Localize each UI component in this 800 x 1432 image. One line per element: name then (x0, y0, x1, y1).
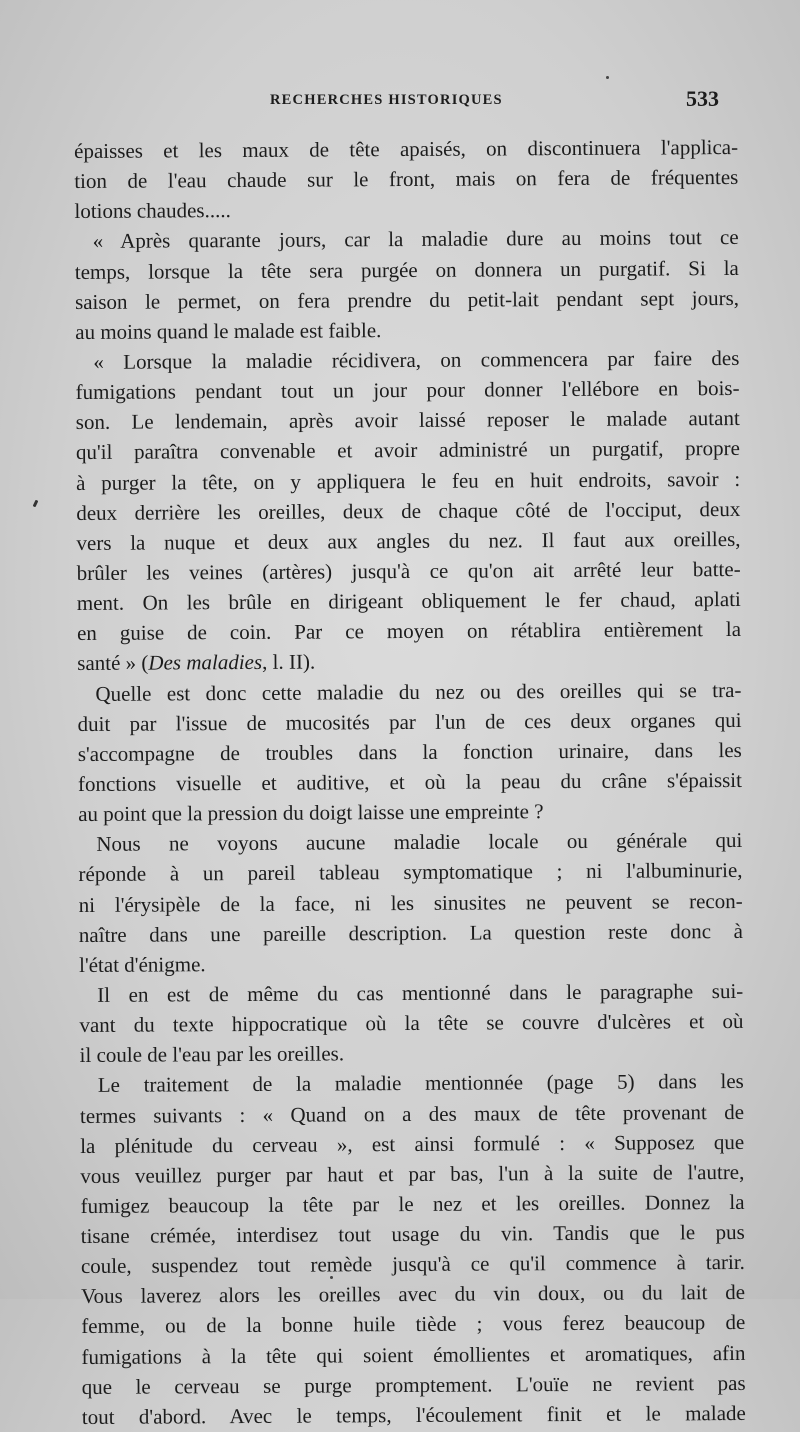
text-line: Nous ne voyons aucune maladie locale ou générale qui (96, 828, 743, 857)
text-line: il coule de l'eau par les oreilles. (79, 1041, 345, 1068)
text-line: naître dans une pareille description. La question reste donc à (78, 918, 743, 947)
text-line: fumigations à la tête qui soient émollientes et aromatiques, afin (81, 1340, 746, 1369)
text-line: lotions chaudes..... (74, 198, 231, 224)
text-line: vant du texte hippocratique où la tête se couvre d'ulcères et où (79, 1009, 744, 1038)
running-head: RECHERCHES HISTORIQUES (270, 92, 503, 108)
text-line: tout d'abord. Avec le temps, l'écoulement finit et le malade (81, 1400, 746, 1429)
text-line: Il en est de même du cas mentionné dans le paragraphe sui- (97, 978, 744, 1007)
text-line: fumigez beaucoup la tête par le nez et les oreilles. Donnez la (80, 1189, 745, 1218)
citation-title: Des maladies (148, 650, 263, 675)
text-line: saison le permet, on fera prendre du petit-lait pendant sept jours, (74, 285, 740, 314)
text-line: tion de l'eau chaude sur le front, mais on fera de fréquentes (74, 165, 739, 194)
text-line: réponde à un pareil tableau symptomatique ; ni l'albuminurie, (78, 858, 743, 887)
text-line: femme, ou de la bonne huile tiède ; vous ferez beaucoup de (81, 1310, 746, 1339)
text-line: deux derrière les oreilles, deux de chaque côté de l'occiput, deux (76, 496, 741, 525)
margin-mark (33, 500, 39, 508)
body-text (74, 132, 746, 1432)
text-line: au point que la pression du doigt laisse une empreinte ? (78, 799, 544, 827)
text-line: fumigations pendant tout un jour pour donner l'ellébore en bois- (75, 376, 740, 405)
citation-line (77, 644, 741, 678)
text-line: duit par l'issue de mucosités par l'un de ces deux organes qui (77, 707, 742, 736)
text-line: qu'il paraîtra convenable et avoir administré un purgatif, propre (75, 436, 740, 465)
text-line: Vous laverez alors les oreilles avec du vin doux, ou du lait de (81, 1280, 746, 1309)
text-line: son. Le lendemain, après avoir laissé reposer le malade autant (75, 406, 740, 435)
text-line: l'état d'énigme. (78, 952, 206, 977)
text-line: « Après quarante jours, car la maladie dure au moins tout ce (92, 225, 739, 254)
text-line: épaisses et les maux de tête apaisés, on discontinuera l'applica- (74, 134, 739, 164)
text-line: Le traitement de la maladie mentionnée (page 5) dans les (97, 1069, 744, 1098)
print-speck (606, 76, 609, 79)
text-line: vers la nuque et deux aux angles du nez. Il faut aux oreilles, (76, 526, 741, 555)
text-line: termes suivants : « Quand on a des maux de tête provenant de (79, 1099, 745, 1128)
text-line: temps, lorsque la tête sera purgée on donnera un purgatif. Si la (74, 255, 739, 284)
text-line: s'accompagne de troubles dans la fonction urinaire, dans les (77, 737, 742, 766)
text-line: à purger la tête, on y appliquera le feu en huit endroits, savoir : (76, 466, 741, 495)
text-line: fonctions visuelle et auditive, et où la peau du crâne s'épaissit (77, 767, 743, 796)
text-line: Quelle est donc cette maladie du nez ou des oreilles qui se tra- (95, 677, 742, 706)
text-line: « Lorsque la maladie récidivera, on commencera par faire des (93, 345, 740, 374)
text-line: tisane crémée, interdisez tout usage du vin. Tandis que le pus (80, 1220, 745, 1249)
text-line: que le cerveau se purge promptement. L'ouïe ne revient pas (81, 1370, 746, 1399)
text-line: vous veuillez purger par haut et par bas, l'un à la suite de l'autre, (80, 1159, 745, 1188)
text-line: ni l'érysipèle de la face, ni les sinusites ne peuvent se recon- (78, 888, 743, 917)
citation-rest: , l. II). (262, 649, 316, 675)
text-line: brûler les veines (artères) jusqu'à ce qu'on ait arrêté leur batte- (76, 556, 741, 585)
text-line: coule, suspendez tout remède jusqu'à ce qu'il commence à tarir. (80, 1250, 745, 1279)
text-line: en guise de coin. Par ce moyen on rétablira entièrement la (76, 617, 742, 646)
text-line: ment. On les brûle en dirigeant obliquement le fer chaud, aplati (76, 587, 741, 616)
citation-lead: santé » ( (77, 650, 149, 676)
text-line: au moins quand le malade est faible. (75, 317, 382, 344)
text-line: la plénitude du cerveau », est ainsi formulé : « Supposez que (80, 1129, 745, 1158)
page-number: 533 (686, 86, 719, 111)
